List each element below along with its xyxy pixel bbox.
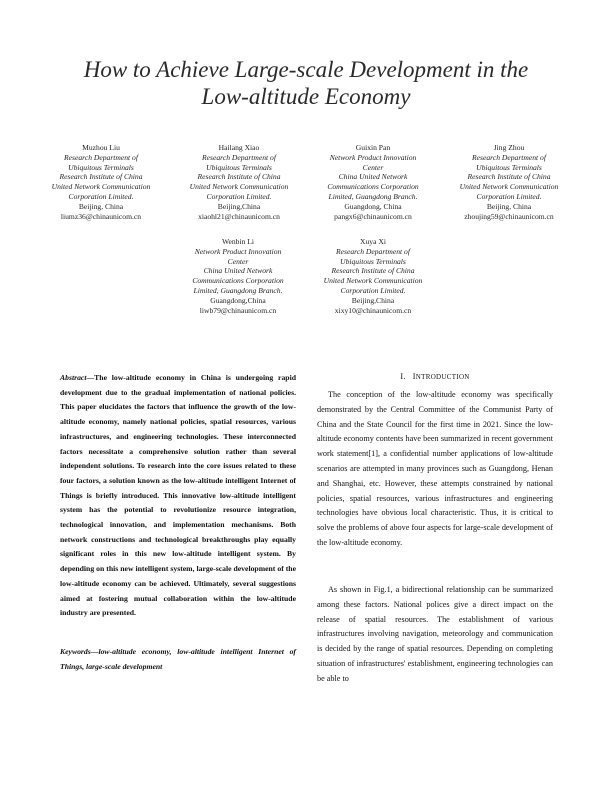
author-name: Hailang Xiao [218, 143, 260, 152]
section-number: I. [400, 372, 406, 381]
intro-paragraph-1: The conception of the low-altitude economy was specifically demonstrated by the Central Committee of the Communist Party of China and the State Council for the first time in 2021. Since the low-altitude economy contents have been summarized in recent government work statement[1], a confidential number applications of low-altitude scenarios are attempted in many provinces such as Guangdong, Henan and Shanghai, etc. However, these attempts constrained by national policies, spatial resources, various infrastructures and engineering technologies have obvious local characteristic. Thus, it is critical to solve the problems of above four aspects for large-scale development of the low-altitude economy. [317, 390, 553, 547]
author-affiliation: China United Network [338, 172, 408, 182]
author-affiliation: United Network Communication [189, 182, 289, 192]
author-block-4 [446, 143, 572, 221]
section-heading-introduction [317, 372, 553, 381]
paper-title [40, 56, 572, 110]
author-block-5 [176, 237, 300, 315]
author-affiliation: Research Institute of China [59, 172, 143, 182]
keywords-label: Keywords [60, 647, 91, 656]
author-block-3 [311, 143, 435, 221]
author-name: Xuya Xi [360, 237, 386, 246]
intro-paragraph-2: As shown in Fig.1, a bidirectional relationship can be summarized among these factors. National polices give a direct impact on the release of spatial resources. The establishment of various infrastructures involving navigation, meteorology and communication is decided by the range of spatial resources. Depending on completing situation of infrastructures' establishment, engineering technologies can be able to [317, 585, 553, 683]
abstract-text: —The low-altitude economy in China is undergoing rapid development due to the gradual implementation of national policies. This paper elucidates the factors that influence the growth of the low-altitude economy, namely national policies, spatial resources, various infrastructures, and engineering technologies. These interconnected factors necessitate a comprehensive solution rather than several independent solutions. To research into the core issues related to these four factors, a solution known as the low-altitude intelligent Internet of Things is briefly introduced. This innovative low-altitude intelligent system has the potential to revolutionize resource integration, technological innovation, and implementation mechanisms. Both network constructions and technological breakthroughs play equally significant roles in this new low-altitude intelligent system. By depending on this new intelligent system, large-scale development of the low-altitude economy can be achieved. Ultimately, several suggestions aimed at fostering mutual collaboration within the low-altitude industry are presented. [60, 373, 296, 618]
author-email[interactable]: zhoujing59@chinaunicom.cn [464, 211, 554, 221]
section-title-cap: I [412, 372, 416, 381]
author-affiliation: Research Institute of China [467, 172, 551, 182]
author-affiliation: Ubiquitous Terminals [476, 162, 542, 172]
author-affiliation: Communications Corporation [327, 182, 419, 192]
author-affiliation: Limited, Guangdong Branch. [328, 191, 418, 201]
author-location: Guangdong,China [210, 295, 266, 305]
author-affiliation: Ubiquitous Terminals [340, 256, 406, 266]
keywords [60, 645, 296, 674]
author-email[interactable]: xiaohl21@chinaunicom.cn [198, 211, 280, 221]
author-affiliation: Research Department of [202, 152, 276, 162]
author-email[interactable]: liumz36@chinaunicom.cn [60, 211, 142, 221]
title-line-2: Low-altitude Economy [201, 84, 411, 109]
title-line-1: How to Achieve Large-scale Development in the [83, 57, 529, 82]
author-affiliation: Ubiquitous Terminals [68, 162, 134, 172]
author-affiliation: Ubiquitous Terminals [206, 162, 272, 172]
author-name: Guixin Pan [355, 143, 391, 152]
author-location: Beijing, China [486, 201, 532, 211]
author-affiliation: Center [227, 256, 249, 266]
author-name: Wenbin Li [221, 237, 255, 246]
author-affiliation: United Network Communication [323, 276, 423, 286]
author-name: Jing Zhou [493, 143, 525, 152]
author-affiliation: Corporation Limited. [206, 191, 272, 201]
author-block-2 [178, 143, 300, 221]
author-email[interactable]: xixy10@chinaunicom.cn [334, 305, 412, 315]
author-affiliation: Network Product Innovation [329, 152, 417, 162]
author-affiliation: United Network Communication [51, 182, 151, 192]
author-email[interactable]: pangx6@chinaunicom.cn [334, 211, 412, 221]
author-affiliation: Center [362, 162, 384, 172]
abstract-label: Abstract [60, 373, 87, 382]
author-location: Guangdong, China [344, 201, 402, 211]
author-affiliation: Corporation Limited. [340, 285, 406, 295]
author-block-6 [311, 237, 435, 315]
author-name: Muzhou Liu [82, 143, 120, 152]
section-title-rest: NTRODUCTION [415, 373, 470, 381]
author-affiliation: Network Product Innovation [194, 246, 282, 256]
author-affiliation: Research Department of [336, 246, 410, 256]
author-block-1 [40, 143, 162, 221]
abstract [60, 371, 296, 621]
author-affiliation: Corporation Limited. [68, 191, 134, 201]
author-affiliation: Corporation Limited. [476, 191, 542, 201]
author-affiliation: Research Institute of China [197, 172, 281, 182]
author-affiliation: China United Network [203, 266, 273, 276]
author-affiliation: Limited, Guangdong Branch. [193, 285, 283, 295]
author-affiliation: Research Department of [64, 152, 138, 162]
author-email[interactable]: liwb79@chinaunicom.cn [199, 305, 277, 315]
author-affiliation: Research Department of [472, 152, 546, 162]
author-location: Beijing,China [217, 201, 261, 211]
keywords-text: —low-altitude economy, low-altitude intelligent Internet of Things, large-scale development [60, 647, 296, 671]
author-affiliation: Communications Corporation [192, 276, 284, 286]
author-affiliation: Research Institute of China [331, 266, 415, 276]
author-affiliation: United Network Communication [459, 182, 559, 192]
author-location: Beijing, China [78, 201, 124, 211]
author-location: Beijing,China [351, 295, 395, 305]
